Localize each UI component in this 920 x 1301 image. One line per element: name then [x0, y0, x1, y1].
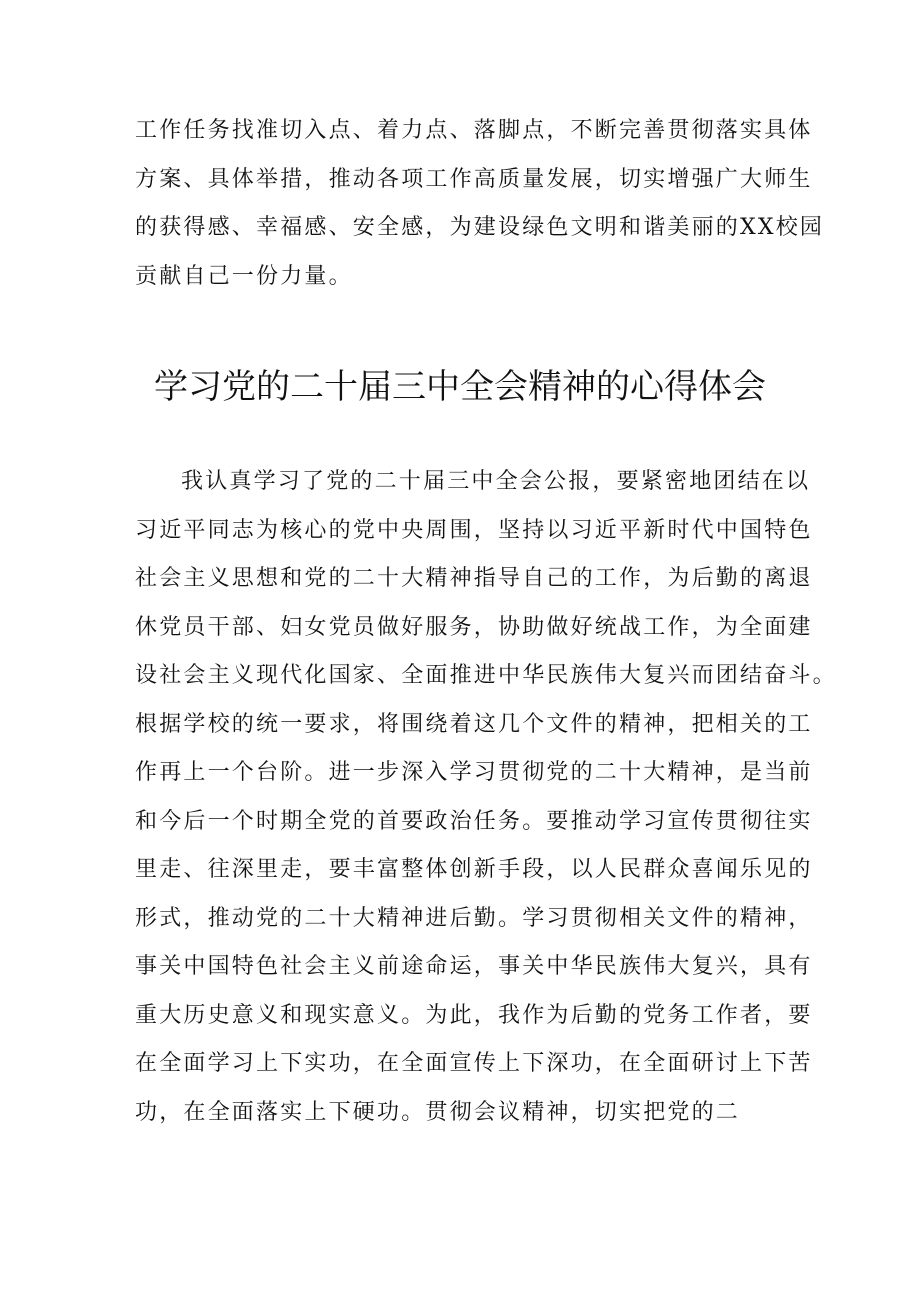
paragraph-line: 功，在全面落实上下硬功。贯彻会议精神，切实把党的二 — [135, 1099, 741, 1125]
document-title: 学习党的二十届三中全会精神的心得体会 — [154, 367, 766, 407]
paragraph-line: 里走、往深里走，要丰富整体创新手段，以人民群众喜闻乐见的 — [135, 857, 813, 882]
paragraph-line: 在全面学习上下实功，在全面宣传上下深功，在全面研讨上下苦 — [135, 1051, 813, 1076]
paragraph-line: 作再上一个台阶。进一步深入学习贯彻党的二十大精神，是当前 — [135, 760, 813, 785]
paragraph-line: 休党员干部、妇女党员做好服务，协助做好统战工作，为全面建 — [135, 614, 813, 640]
main-paragraph — [135, 458, 837, 1137]
paragraph-line: 设社会主义现代化国家、全面推进中华民族伟大复兴而团结奋斗。 — [135, 663, 837, 688]
paragraph-line: 根据学校的统一要求，将围绕着这几个文件的精神，把相关的工 — [135, 711, 813, 737]
paragraph-line: 重大历史意义和现实意义。为此，我作为后勤的党务工作者，要 — [135, 1002, 813, 1028]
paragraph-line: 方案、具体举措，推动各项工作高质量发展，切实增强广大师生 — [135, 166, 813, 192]
previous-paragraph — [135, 107, 825, 301]
paragraph-line: 的获得感、幸福感、安全感，为建设绿色文明和谐美丽的XX校园 — [135, 215, 825, 240]
paragraph-line: 事关中国特色社会主义前途命运，事关中华民族伟大复兴，具有 — [135, 954, 813, 979]
paragraph-line: 形式，推动党的二十大精神进后勤。学习贯彻相关文件的精神， — [135, 905, 813, 931]
paragraph-line: 社会主义思想和党的二十大精神指导自己的工作，为后勤的离退 — [135, 566, 813, 591]
paragraph-line: 和今后一个时期全党的首要政治任务。要推动学习宣传贯彻往实 — [135, 808, 813, 834]
paragraph-line: 我认真学习了党的二十届三中全会公报，要紧密地团结在以 — [181, 469, 811, 494]
paragraph-line: 工作任务找准切入点、着力点、落脚点，不断完善贯彻落实具体 — [135, 118, 813, 143]
paragraph-line: 贡献自己一份力量。 — [135, 263, 353, 289]
paragraph-line: 习近平同志为核心的党中央周围，坚持以习近平新时代中国特色 — [135, 517, 813, 543]
